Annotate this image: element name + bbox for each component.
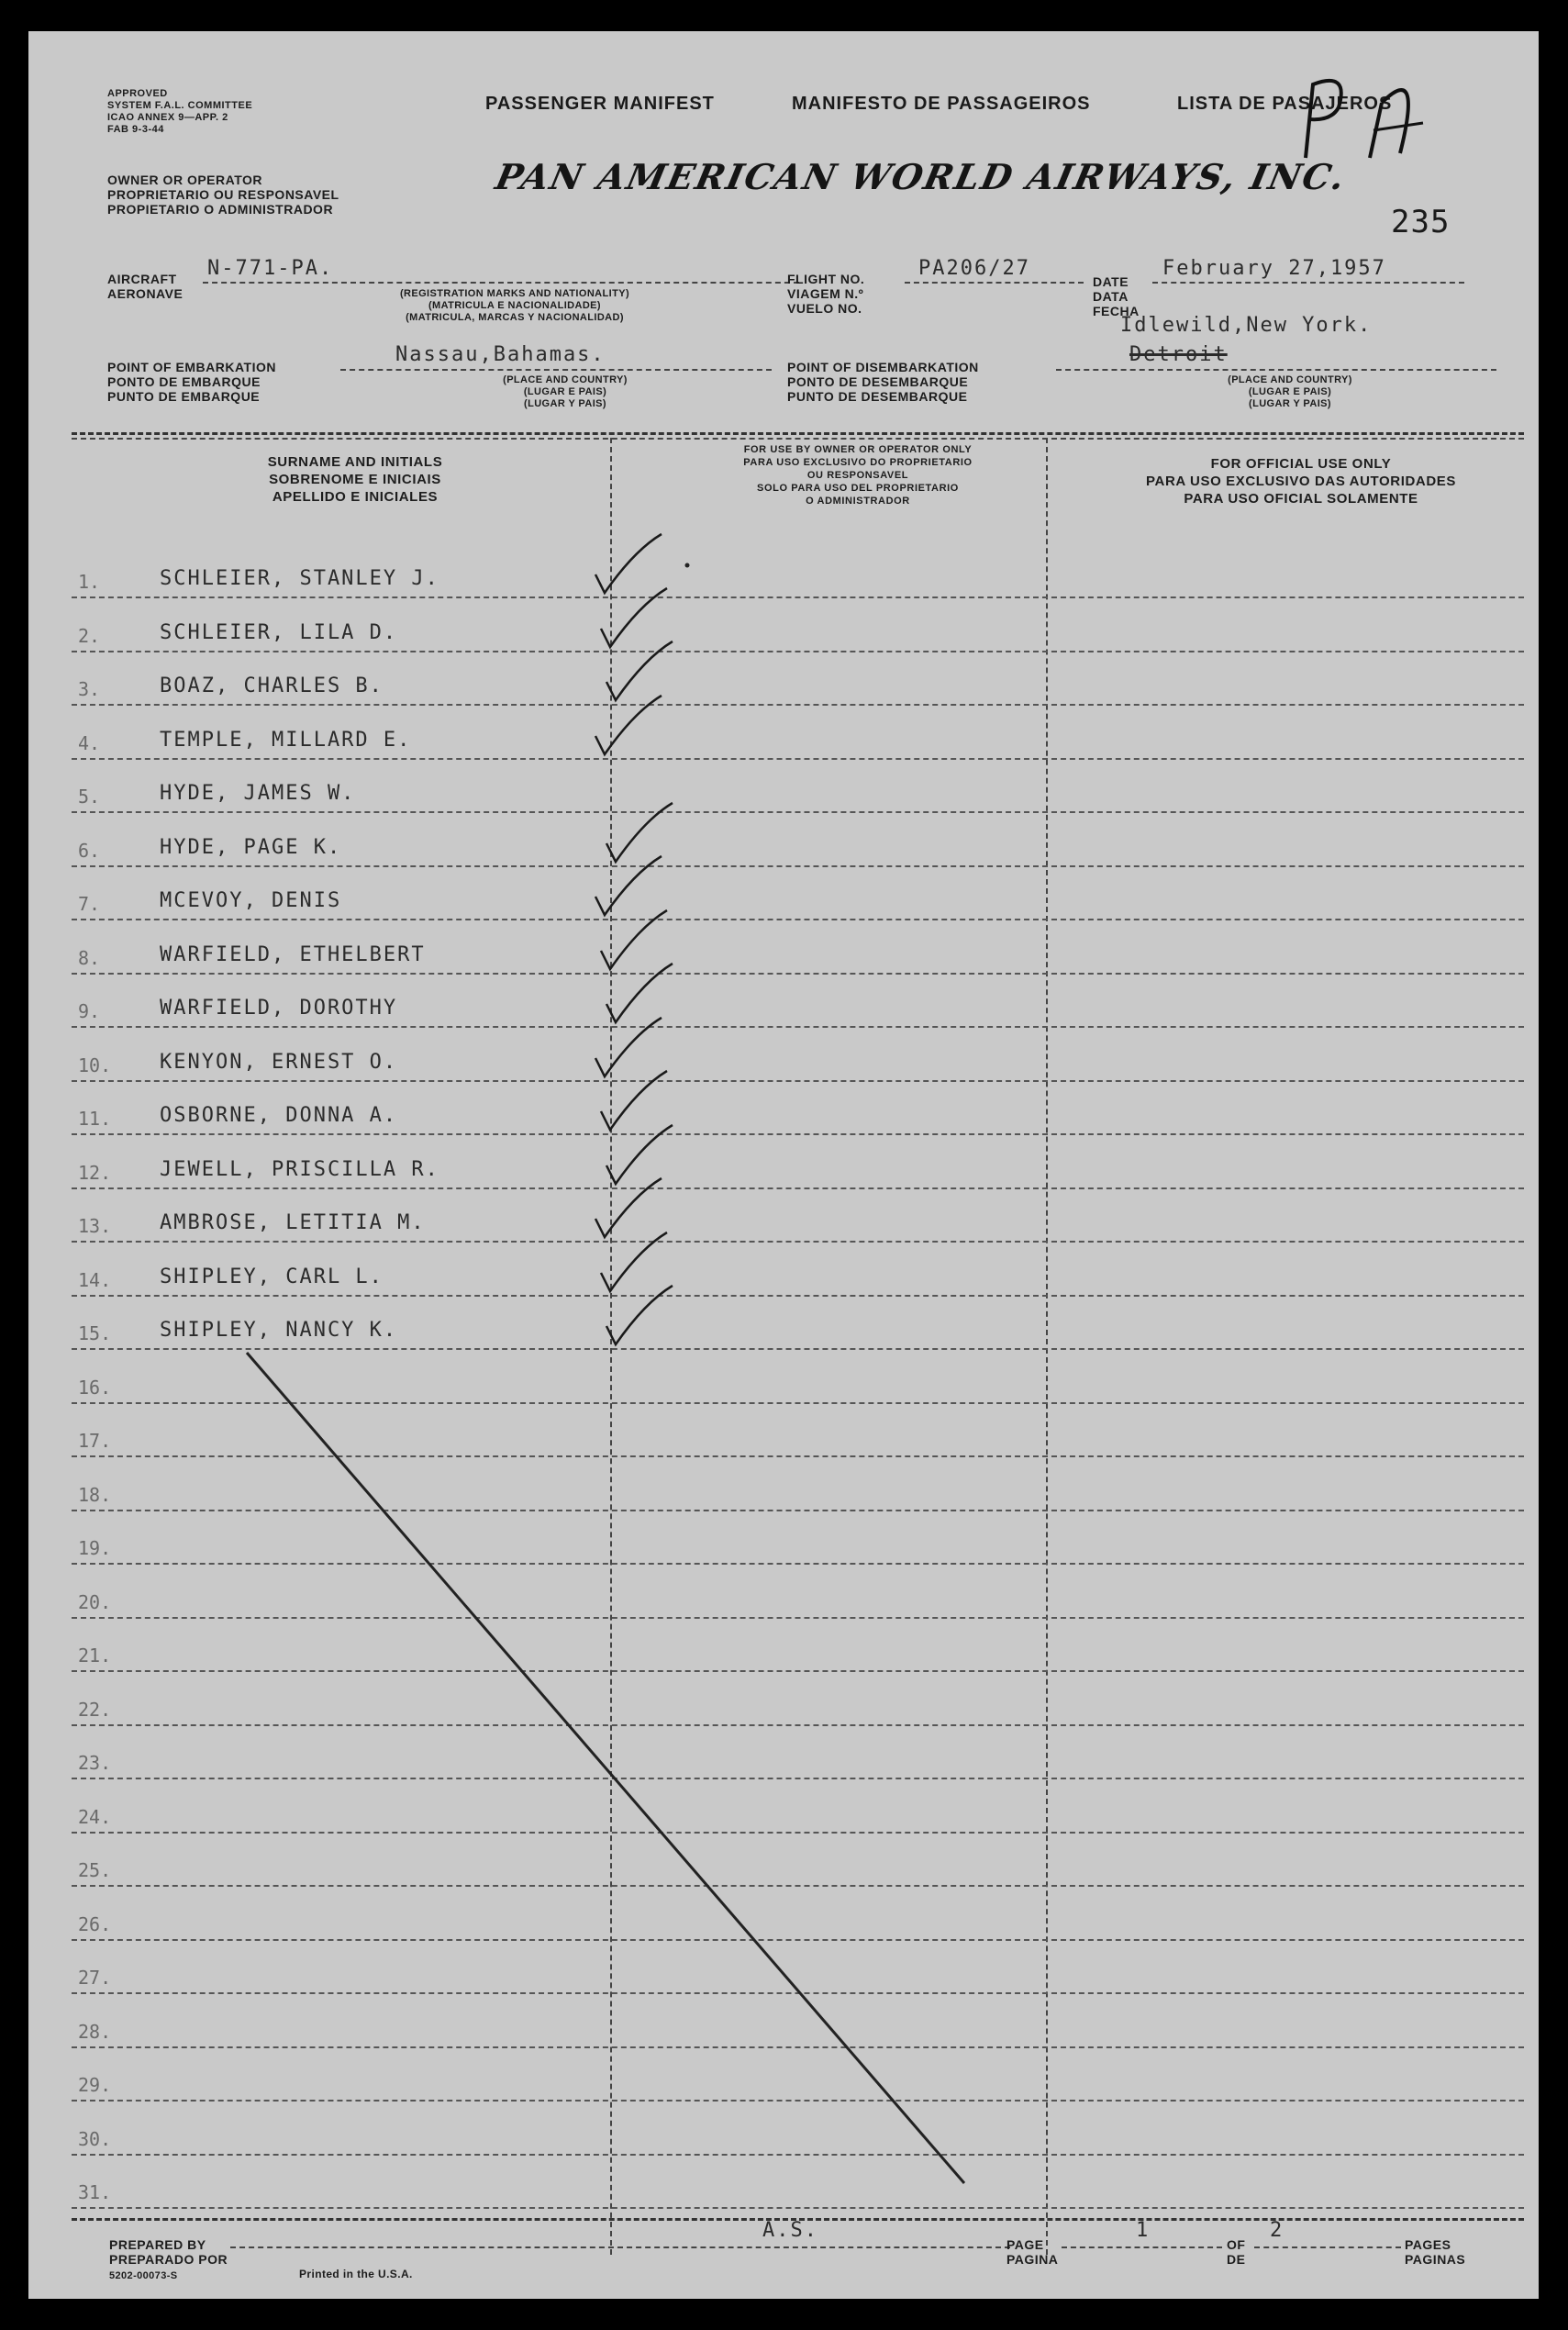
passenger-name: AMBROSE, LETITIA M. — [160, 1211, 426, 1234]
embarkation-value: Nassau,Bahamas. — [395, 343, 606, 366]
row-number: 4. — [78, 732, 101, 754]
title-pt: MANIFESTO DE PASSAGEIROS — [792, 94, 1091, 114]
passenger-name: SHIPLEY, NANCY K. — [160, 1319, 398, 1342]
page-label-en: PAGE — [1006, 2237, 1044, 2252]
passenger-name: WARFIELD, DOROTHY — [160, 997, 398, 1020]
checkmark — [595, 1178, 662, 1237]
checkmark — [601, 588, 667, 647]
passenger-name: BOAZ, CHARLES B. — [160, 674, 384, 697]
checkmark — [601, 1232, 667, 1291]
flight-label-en: FLIGHT NO. — [787, 272, 865, 286]
row-number: 22. — [78, 1699, 112, 1721]
pages-label-es: PAGINAS — [1405, 2252, 1466, 2267]
stray-dot — [685, 563, 690, 568]
page-number: 235 — [1391, 204, 1451, 240]
embarkation-label-es: PUNTO DE EMBARQUE — [107, 389, 261, 404]
aircraft-sublabel-es: (MATRICULA, MARCAS Y NACIONALIDAD) — [406, 312, 624, 323]
checkmark — [606, 1286, 673, 1344]
date-label-en: DATE — [1093, 274, 1129, 289]
row-number: 6. — [78, 840, 101, 862]
of-labels — [1227, 2237, 1245, 2267]
disembarkation-label-pt: PONTO DE DESEMBARQUE — [787, 374, 969, 389]
column-owner-line-4: SOLO PARA USO DEL PROPRIETARIO — [757, 483, 959, 494]
pages-labels — [1405, 2237, 1465, 2267]
passenger-name: WARFIELD, ETHELBERT — [160, 943, 426, 966]
cancel-line — [247, 1353, 964, 2183]
row-number: 27. — [78, 1967, 112, 1989]
column-owner-line-3: OU RESPONSAVEL — [806, 470, 909, 481]
checkmark — [606, 964, 673, 1022]
passenger-name: SCHLEIER, LILA D. — [160, 621, 398, 644]
passenger-name: SHIPLEY, CARL L. — [160, 1265, 384, 1288]
prepared-labels — [109, 2237, 228, 2267]
passenger-name: JEWELL, PRISCILLA R. — [160, 1158, 439, 1181]
checkmark — [606, 1125, 673, 1184]
row-number: 17. — [78, 1430, 112, 1452]
checkmark — [606, 803, 673, 862]
page-underline — [1062, 2246, 1222, 2248]
page-value: 1 — [1136, 2219, 1151, 2242]
airline-name: PAN AMERICAN WORLD AIRWAYS, INC. — [492, 156, 1351, 197]
column-owner-line-1: FOR USE BY OWNER OR OPERATOR ONLY — [743, 444, 973, 455]
column-owner-line-2: PARA USO EXCLUSIVO DO PROPRIETARIO — [743, 457, 973, 468]
checkmark — [606, 641, 673, 700]
embarkation-sublabel-pt: (LUGAR E PAIS) — [523, 386, 607, 397]
row-number: 3. — [78, 678, 101, 700]
row-number: 8. — [78, 947, 101, 969]
of-underline — [1254, 2246, 1401, 2248]
disembarkation-struck: Detroit — [1129, 343, 1228, 366]
row-number: 26. — [78, 1913, 112, 1935]
flight-value: PA206/27 — [918, 257, 1030, 280]
row-number: 5. — [78, 786, 101, 808]
row-number: 14. — [78, 1269, 112, 1291]
manifest-sheet — [28, 31, 1539, 2299]
prepared-label-es: PREPARADO POR — [109, 2252, 228, 2267]
checkmark — [601, 1071, 667, 1130]
column-names-es: APELLIDO E INICIALES — [272, 489, 439, 505]
stamp-line-3: ICAO ANNEX 9—APP. 2 — [107, 112, 228, 123]
page-labels — [1006, 2237, 1058, 2267]
checkmarks-group — [595, 534, 673, 1344]
pages-label-en: PAGES — [1405, 2237, 1451, 2252]
row-number: 18. — [78, 1484, 112, 1506]
row-number: 31. — [78, 2181, 112, 2203]
checkmark — [595, 1018, 662, 1076]
checkmark — [595, 534, 662, 593]
owner-label-pt: PROPRIETARIO OU RESPONSAVEL — [107, 187, 339, 202]
title-es: LISTA DE PASAJEROS — [1177, 94, 1393, 114]
title-en: PASSENGER MANIFEST — [485, 94, 715, 114]
column-official-pt: PARA USO EXCLUSIVO DAS AUTORIDADES — [1146, 474, 1456, 489]
date-value: February 27,1957 — [1162, 257, 1386, 280]
row-number: 10. — [78, 1054, 112, 1076]
column-official-es: PARA USO OFICIAL SOLAMENTE — [1184, 491, 1418, 507]
disembarkation-sublabel-pt: (LUGAR E PAIS) — [1248, 386, 1332, 397]
row-number: 13. — [78, 1215, 112, 1237]
prepared-label-en: PREPARED BY — [109, 2237, 206, 2252]
passenger-name: HYDE, PAGE K. — [160, 836, 342, 859]
embarkation-label-pt: PONTO DE EMBARQUE — [107, 374, 261, 389]
row-number: 12. — [78, 1162, 112, 1184]
aircraft-value: N-771-PA. — [207, 257, 334, 280]
disembarkation-label-en: POINT OF DISEMBARKATION — [787, 360, 979, 374]
row-number: 24. — [78, 1806, 112, 1828]
stamp-line-1: APPROVED — [107, 88, 168, 99]
checkmark — [601, 910, 667, 969]
row-number: 29. — [78, 2074, 112, 2096]
aircraft-label-en: AIRCRAFT — [107, 272, 177, 286]
passenger-name: MCEVOY, DENIS — [160, 889, 342, 912]
row-number: 23. — [78, 1752, 112, 1774]
prepared-underline — [230, 2246, 1010, 2248]
date-label-pt: DATA — [1093, 289, 1129, 304]
row-number: 30. — [78, 2128, 112, 2150]
aircraft-label-pt: AERONAVE — [107, 286, 183, 301]
of-value: 2 — [1270, 2219, 1284, 2242]
form-number: 5202-00073-S — [109, 2270, 178, 2281]
row-number: 11. — [78, 1108, 112, 1130]
row-number: 28. — [78, 2021, 112, 2043]
disembarkation-label-es: PUNTO DE DESEMBARQUE — [787, 389, 968, 404]
row-number: 2. — [78, 625, 101, 647]
row-number: 16. — [78, 1377, 112, 1399]
row-number: 25. — [78, 1859, 112, 1881]
row-number: 1. — [78, 571, 101, 593]
row-number: 9. — [78, 1000, 101, 1022]
stamp-line-2: SYSTEM F.A.L. COMMITTEE — [107, 100, 253, 111]
embarkation-sublabel-en: (PLACE AND COUNTRY) — [503, 374, 628, 385]
column-names-en: SURNAME AND INITIALS — [267, 454, 443, 470]
column-owner-line-5: O ADMINISTRADOR — [806, 496, 910, 507]
of-label-en: OF — [1227, 2237, 1246, 2252]
owner-label-en: OWNER OR OPERATOR — [107, 173, 262, 187]
row-number: 7. — [78, 893, 101, 915]
passenger-name: TEMPLE, MILLARD E. — [160, 729, 412, 752]
flight-label-pt: VIAGEM N.º — [787, 286, 864, 301]
prepared-value: A.S. — [762, 2219, 818, 2242]
row-number: 21. — [78, 1644, 112, 1667]
checkmark — [595, 696, 662, 754]
of-label-es: DE — [1227, 2252, 1246, 2267]
page-label-es: PAGINA — [1006, 2252, 1059, 2267]
handwritten-marks — [28, 31, 1539, 2299]
column-names-pt: SOBRENOME E INICIAIS — [269, 472, 441, 487]
disembarkation-sublabel-es: (LUGAR Y PAIS) — [1249, 398, 1331, 409]
column-official-en: FOR OFFICIAL USE ONLY — [1210, 456, 1392, 472]
passenger-name: KENYON, ERNEST O. — [160, 1051, 398, 1074]
row-number: 19. — [78, 1537, 112, 1559]
disembarkation-value: Idlewild,New York. — [1120, 314, 1373, 337]
flight-label-es: VUELO NO. — [787, 301, 862, 316]
aircraft-sublabel-pt: (MATRICULA E NACIONALIDADE) — [428, 300, 601, 311]
disembarkation-sublabel-en: (PLACE AND COUNTRY) — [1228, 374, 1352, 385]
date-label-es: FECHA — [1093, 304, 1140, 318]
row-number: 20. — [78, 1591, 112, 1613]
owner-label-es: PROPIETARIO O ADMINISTRADOR — [107, 202, 334, 217]
passenger-name: HYDE, JAMES W. — [160, 782, 356, 805]
embarkation-label-en: POINT OF EMBARKATION — [107, 360, 276, 374]
embarkation-sublabel-es: (LUGAR Y PAIS) — [524, 398, 606, 409]
printed-note: Printed in the U.S.A. — [299, 2268, 413, 2280]
passenger-name: SCHLEIER, STANLEY J. — [160, 567, 439, 590]
aircraft-sublabel-en: (REGISTRATION MARKS AND NATIONALITY) — [399, 288, 630, 299]
row-number: 15. — [78, 1322, 112, 1344]
stamp-line-4: FAB 9-3-44 — [107, 124, 164, 135]
checkmark — [595, 856, 662, 915]
passenger-name: OSBORNE, DONNA A. — [160, 1104, 398, 1127]
